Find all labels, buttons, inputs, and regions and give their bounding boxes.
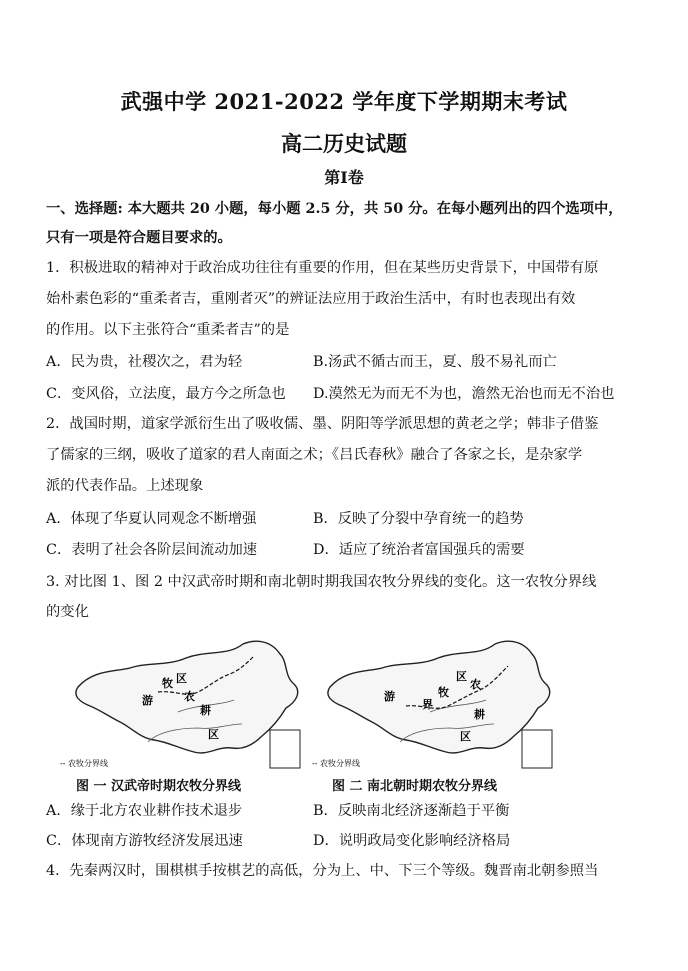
q3-option-b: B．反映南北经济逐渐趋于平衡 bbox=[313, 803, 510, 819]
q2-option-a: A．体现了华夏认同观念不断增强 bbox=[46, 511, 257, 527]
q3-option-d: D．说明政局变化影响经济格局 bbox=[313, 833, 511, 849]
exam-title: 武强中学 2021-2022 学年度下学期期末考试 bbox=[120, 89, 568, 114]
q3-stem-line1: 3. 对比图 1、图 2 中汉武帝时期和南北朝时期我国农牧分界线的变化。这一农牧分界线 bbox=[46, 574, 597, 590]
map1-label-1: 区 bbox=[176, 672, 187, 685]
map2-legend: -- 农牧分界线 bbox=[312, 759, 360, 768]
q2-option-c: C．表明了社会各阶层间流动加速 bbox=[46, 542, 258, 558]
q1-option-a: A．民为贵，社稷次之，君为轻 bbox=[46, 354, 243, 370]
section-instruction-line1: 一、选择题: 本大题共 20 小题，每小题 2.5 分，共 50 分。在每小题列出的四个选项中， bbox=[46, 201, 623, 217]
map2-label-1: 区 bbox=[456, 670, 467, 683]
q3-option-a: A．缘于北方农业耕作技术退步 bbox=[46, 803, 243, 819]
map-han-wudi bbox=[58, 632, 314, 772]
map1-legend: -- 农牧分界线 bbox=[60, 759, 108, 768]
south-sea-inset-2 bbox=[522, 730, 552, 768]
q1-stem-line3: 的作用。以下主张符合“重柔者吉”的是 bbox=[46, 322, 290, 338]
map2-label-6: 区 bbox=[460, 730, 471, 743]
map2-label-0: 游 bbox=[384, 690, 395, 703]
map1-label-0: 牧 bbox=[162, 677, 173, 690]
q2-option-b: B．反映了分裂中孕育统一的趋势 bbox=[313, 511, 524, 527]
q2-option-d: D．适应了统治者富国强兵的需要 bbox=[313, 542, 525, 558]
q2-stem-line2: 了儒家的三纲，吸收了道家的君人南面之术；《吕氏春秋》融合了各家之长，是杂家学 bbox=[46, 447, 583, 463]
map1-label-5: 区 bbox=[208, 728, 219, 741]
map2-label-5: 耕 bbox=[474, 708, 485, 721]
map1-label-4: 耕 bbox=[200, 704, 211, 717]
q3-stem-line2: 的变化 bbox=[46, 604, 89, 620]
map1-label-2: 农 bbox=[184, 690, 195, 703]
map2-caption: 图 二 南北朝时期农牧分界线 bbox=[332, 779, 498, 794]
map2-label-3: 牧 bbox=[438, 686, 449, 699]
map1-label-3: 游 bbox=[142, 694, 153, 707]
exam-subtitle: 高二历史试题 bbox=[281, 131, 407, 156]
q1-stem-line2: 始朴素色彩的“重柔者吉，重刚者灭”的辨证法应用于政治生活中，有时也表现出有效 bbox=[46, 291, 576, 307]
map2-label-4: 界 bbox=[422, 698, 433, 711]
q1-option-d: D.漠然无为而无不为也，澹然无治也而无不治也 bbox=[313, 386, 615, 402]
q2-stem-line3: 派的代表作品。上述现象 bbox=[46, 478, 204, 494]
q3-option-c: C．体现南方游牧经济发展迅速 bbox=[46, 833, 243, 849]
q4-stem-line1: 4．先秦两汉时，围棋棋手按棋艺的高低，分为上、中、下三个等级。魏晋南北朝参照当 bbox=[46, 863, 599, 879]
map-southern-northern bbox=[310, 632, 566, 772]
map2-label-2: 农 bbox=[470, 678, 481, 691]
map1-caption: 图 一 汉武帝时期农牧分界线 bbox=[76, 779, 242, 794]
q1-option-b: B.汤武不循古而王，夏、殷不易礼而亡 bbox=[313, 354, 557, 370]
q1-stem-line1: 1．积极进取的精神对于政治成功往往有重要的作用，但在某些历史背景下，中国带有原 bbox=[46, 260, 599, 276]
section-instruction-line2: 只有一项是符合题目要求的。 bbox=[46, 230, 232, 246]
south-sea-inset-1 bbox=[270, 730, 300, 768]
q1-option-c: C．变风俗，立法度，最方今之所急也 bbox=[46, 386, 286, 402]
q2-stem-line1: 2．战国时期，道家学派衍生出了吸收儒、墨、阴阳等学派思想的黄老之学；韩非子借鉴 bbox=[46, 416, 599, 432]
volume-label: 第Ⅰ卷 bbox=[324, 168, 364, 187]
